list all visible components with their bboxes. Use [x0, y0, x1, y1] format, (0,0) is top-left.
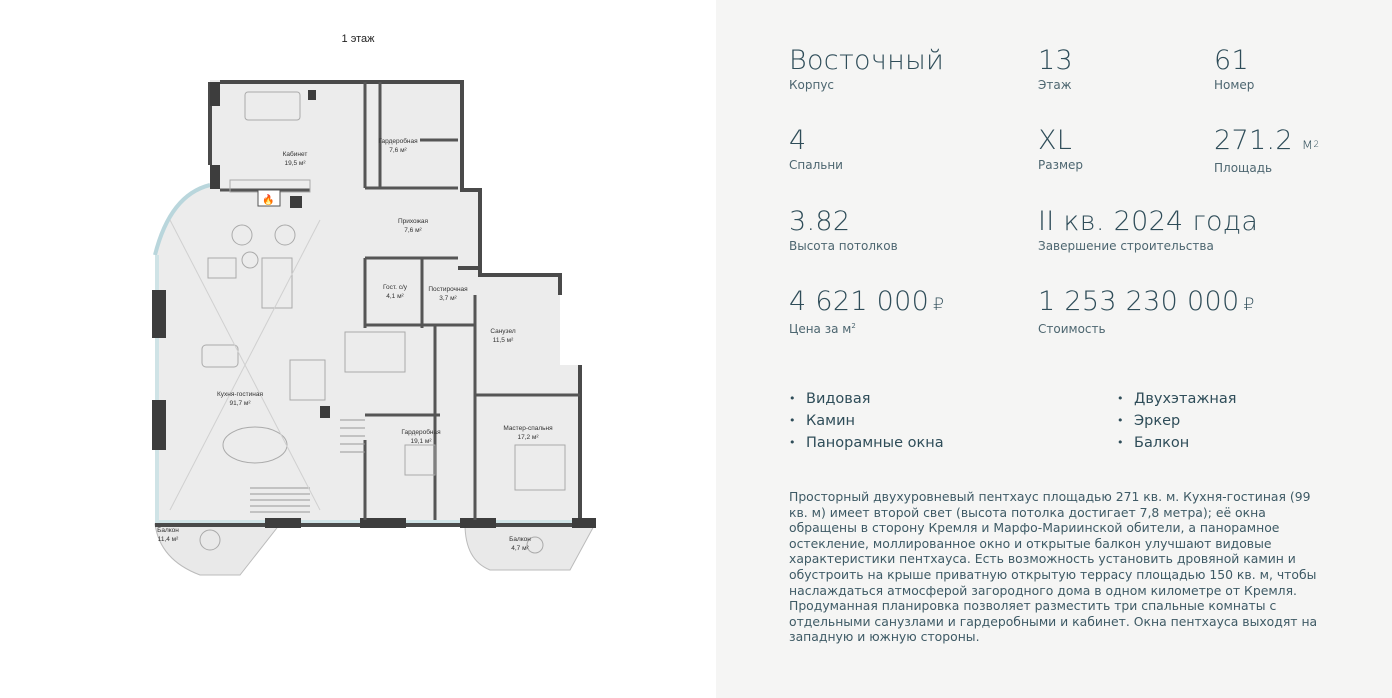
feature-item: • Камин [789, 410, 944, 432]
completion-label: Завершение строительства [1038, 239, 1214, 253]
area-value: 271.2 [1214, 125, 1293, 156]
stat-ceiling [789, 207, 898, 253]
room-name: Кухня-гостиная [217, 391, 263, 398]
room-area: 7,6 м² [389, 147, 407, 154]
stat-floor [1038, 46, 1073, 92]
room-area: 17,2 м² [517, 434, 539, 441]
stat-corpus [789, 46, 944, 92]
size-label: Размер [1038, 158, 1084, 172]
feature-item: • Балкон [1117, 432, 1236, 454]
price-m2-currency: ₽ [933, 295, 945, 315]
ceiling-value: 3.82 [789, 206, 851, 237]
bedrooms-value: 4 [789, 125, 807, 156]
price-m2-label: Цена за м [789, 322, 852, 336]
room-area: 3,7 м² [439, 295, 457, 302]
room-name: Гардеробная [378, 138, 418, 145]
room-name: Мастер-спальня [503, 425, 553, 432]
number-value: 61 [1214, 45, 1249, 76]
room-area: 19,1 м² [410, 438, 432, 445]
room-name: Гост. с/у [382, 284, 408, 291]
feature-item: • Видовая [789, 388, 944, 410]
price-m2-label-sup: 2 [851, 322, 856, 330]
room-name: Прихожая [397, 218, 429, 225]
ceiling-label: Высота потолков [789, 239, 898, 253]
size-value: XL [1038, 125, 1073, 156]
completion-value: II кв. 2024 года [1038, 206, 1259, 237]
fireplace-icon: 🔥 [262, 195, 275, 206]
feature-item: • Двухэтажная [1117, 388, 1236, 410]
price-label: Стоимость [1038, 322, 1106, 336]
number-label: Номер [1214, 78, 1255, 92]
area-unit-sup: 2 [1313, 140, 1320, 150]
price-currency: ₽ [1243, 295, 1255, 315]
room-name: Балкон [157, 527, 179, 534]
room-name: Постирочная [428, 286, 468, 293]
stat-area [1214, 126, 1319, 175]
room-name: Балкон [509, 536, 531, 543]
room-area: 11,5 м² [492, 337, 514, 344]
area-label: Площадь [1214, 161, 1273, 175]
description: Просторный двухуровневый пентхаус площадью 271 кв. м. Кухня-гостиная (99 кв. м) имеет второй свет (высота потолка достигает 7,8 метра); её окна обращены в сторону Кремля и Марфо-Мариинской обители, а панорамное остекление, моллированное окно и открытые балкон улучшают видовые характеристики пентхауса. Есть возможность установить дровяной камин и обустроить на крыше приватную открытую террасу площадью 150 кв. м, чтобы наслаждаться атмосферой загородного дома в одном километре от Кремля. Продуманная планировка позволяет разместить три спальные комнаты с отдельными санузлами и гардеробными и кабинет. Окна пентхауса выходят на западную и южную стороны. [789, 489, 1318, 645]
stat-completion [1038, 207, 1258, 253]
features-right [1117, 388, 1236, 454]
floor-plan[interactable] [140, 70, 610, 580]
room-area: 19,5 м² [284, 160, 306, 167]
floor-label: Этаж [1038, 78, 1072, 92]
feature-item: • Панорамные окна [789, 432, 944, 454]
room-area: 11,4 м² [157, 536, 179, 543]
room-area: 4,1 м² [386, 293, 404, 300]
stat-number [1214, 46, 1254, 92]
room-name: Гардеробная [401, 429, 441, 436]
floor-title: 1 этаж [341, 33, 375, 45]
room-area: 91,7 м² [229, 400, 251, 407]
stat-bedrooms [789, 126, 843, 172]
area-unit: м [1301, 135, 1314, 153]
corpus-label: Корпус [789, 78, 835, 92]
room-area: 4,7 м² [511, 545, 529, 552]
features-left [789, 388, 944, 454]
corpus-value: Восточный [789, 45, 945, 76]
price-value: 1 253 230 000 [1038, 286, 1240, 317]
room-area: 7,6 м² [404, 227, 422, 234]
stat-price-m2 [789, 287, 944, 336]
room-name: Санузел [490, 328, 516, 335]
room-name: Кабинет [282, 151, 308, 158]
bedrooms-label: Спальни [789, 158, 843, 172]
stat-size [1038, 126, 1083, 172]
stat-price [1038, 287, 1255, 336]
feature-item: • Эркер [1117, 410, 1236, 432]
price-m2-value: 4 621 000 [789, 286, 930, 317]
floor-value: 13 [1038, 45, 1073, 76]
